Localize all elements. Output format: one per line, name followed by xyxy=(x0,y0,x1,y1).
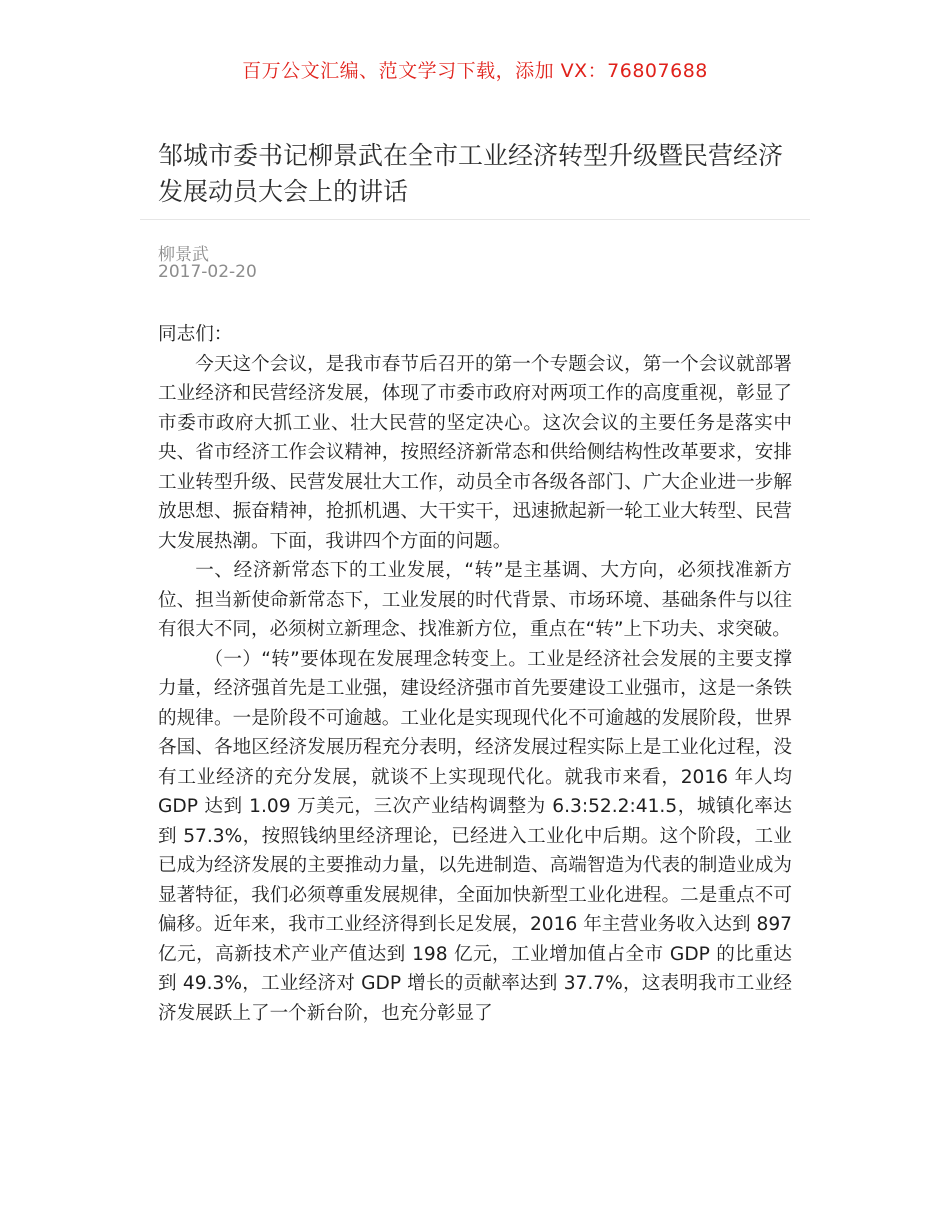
article-date: 2017-02-20 xyxy=(158,262,257,282)
article-body xyxy=(158,320,792,1028)
paragraph-subsection-one: （一）“转”要体现在发展理念转变上。工业是经济社会发展的主要支撑力量，经济强首先是工业强，建设经济强市首先要建设工业强市，这是一条铁的规律。一是阶段不可逾越。工业化是实现现代化不可逾越的发展阶段，世界各国、各地区经济发展历程充分表明，经济发展过程实际上是工业化过程，没有工业经济的充分发展，就谈不上实现现代化。就我市来看，2016 年人均 GDP 达到 1.09 万美元，三次产业结构调整为 6.3:52.2:41.5，城镇化率达到 57.3%，按照钱纳里经济理论，已经进入工业化中后期。这个阶段，工业已成为经济发展的主要推动力量，以先进制造、高端智造为代表的制造业成为显著特征，我们必须尊重发展规律，全面加快新型工业化进程。二是重点不可偏移。近年来，我市工业经济得到长足发展，2016 年主营业务收入达到 897 亿元，高新技术产业产值达到 198 亿元，工业增加值占全市 GDP 的比重达到 49.3%，工业经济对 GDP 增长的贡献率达到 37.7%，这表明我市工业经济发展跃上了一个新台阶，也充分彰显了 xyxy=(158,648,792,1024)
article-author: 柳景武 xyxy=(158,245,209,265)
paragraph-section-one: 一、经济新常态下的工业发展，“转”是主基调、大方向，必须找准新方位、担当新使命新常态下，工业发展的时代背景、市场环境、基础条件与以往有很大不同，必须树立新理念、找准新方位，重点在“转”上下功夫、求突破。 xyxy=(158,560,792,640)
promo-banner: 百万公文汇编、范文学习下载，添加 VX：76807688 xyxy=(242,60,708,82)
title-divider xyxy=(140,219,810,220)
paragraph-intro: 今天这个会议，是我市春节后召开的第一个专题会议，第一个会议就部署工业经济和民营经济发展，体现了市委市政府对两项工作的高度重视，彰显了市委市政府大抓工业、壮大民营的坚定决心。这次会议的主要任务是落实中央、省市经济工作会议精神，按照经济新常态和供给侧结构性改革要求，安排工业转型升级、民营发展壮大工作，动员全市各级各部门、广大企业进一步解放思想、振奋精神，抢抓机遇、大干实干，迅速掀起新一轮工业大转型、民营大发展热潮。下面，我讲四个方面的问题。 xyxy=(158,353,792,552)
salutation: 同志们： xyxy=(158,324,233,345)
article-title: 邹城市委书记柳景武在全市工业经济转型升级暨民营经济发展动员大会上的讲话 xyxy=(158,141,784,206)
